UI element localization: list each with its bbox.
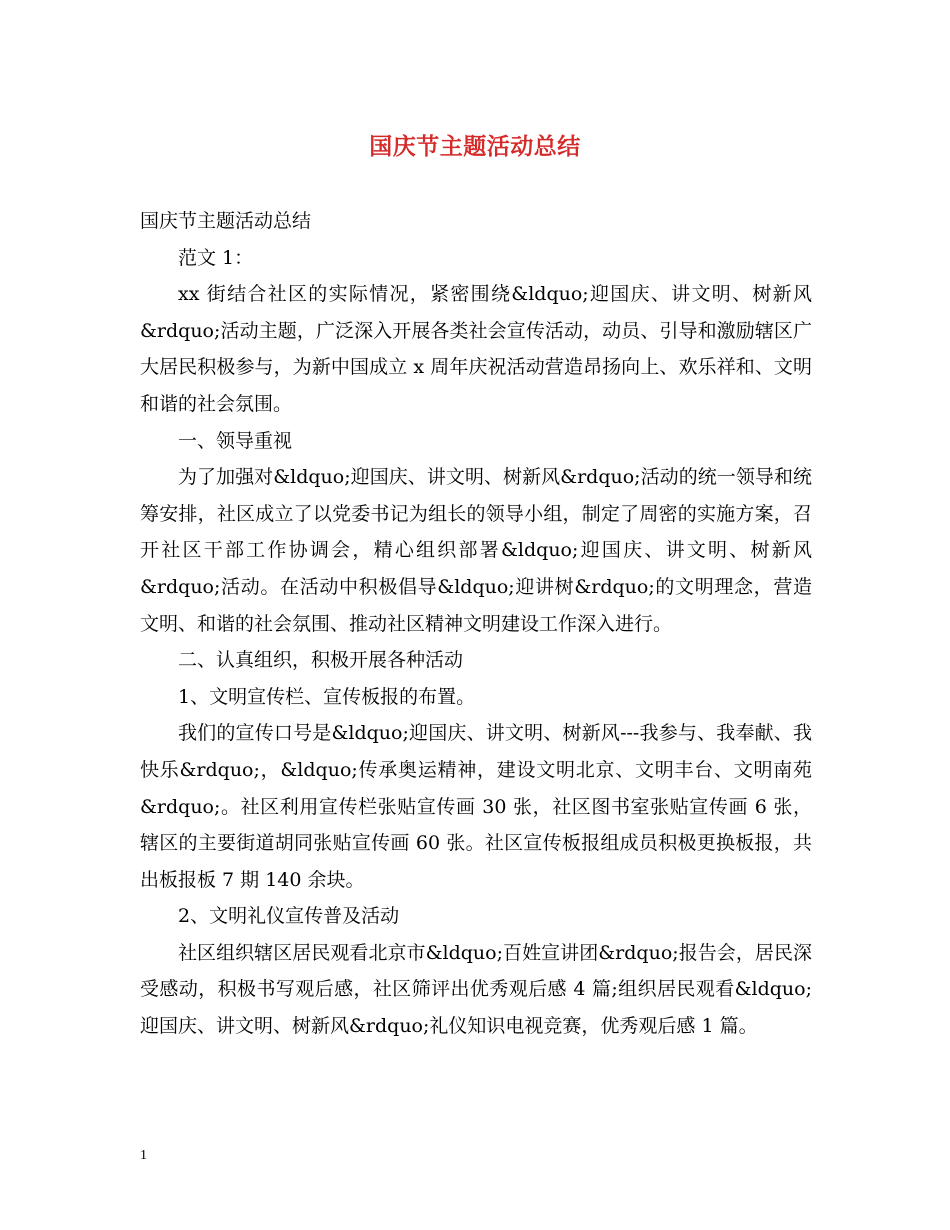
subsection-heading: 2、文明礼仪宣传普及活动	[178, 905, 400, 928]
page-number: 1	[140, 1148, 147, 1163]
paragraph: 范文 1：	[178, 246, 254, 269]
paragraph: 国庆节主题活动总结	[140, 210, 312, 232]
subsection-heading: 1、文明宣传栏、宣传板报的布置。	[178, 685, 476, 708]
section-heading: 一、领导重视	[178, 429, 293, 452]
section-heading: 二、认真组织，积极开展各种活动	[178, 649, 464, 672]
paragraph: 我们的宣传口号是&ldquo;迎国庆、讲文明、树新风---我参与、我奉献、我快乐&rdquo;，&ldquo;传承奥运精神，建设文明北京、文明丰台、文明南苑&rdquo;。社区利用宣传栏张贴宣传画 30 张，社区图书室张贴宣传画 6 张，辖区的主要街道胡同张贴宣传画 60 张。社区宣传板报组成员积极更换板报，共出板报板 7 期 140 余块。	[140, 722, 812, 891]
paragraph: xx 街结合社区的实际情况，紧密围绕&ldquo;迎国庆、讲文明、树新风&rdquo;活动主题，广泛深入开展各类社会宣传活动，动员、引导和激励辖区广大居民积极参与，为新中国成立 x 周年庆祝活动营造昂扬向上、欢乐祥和、文明和谐的社会氛围。	[140, 283, 812, 415]
paragraph: 社区组织辖区居民观看北京市&ldquo;百姓宣讲团&rdquo;报告会，居民深受感动，积极书写观后感，社区筛评出优秀观后感 4 篇;组织居民观看&ldquo;迎国庆、讲文明、树新风&rdquo;礼仪知识电视竞赛，优秀观后感 1 篇。	[140, 941, 812, 1038]
document-body	[140, 203, 812, 1045]
paragraph: 为了加强对&ldquo;迎国庆、讲文明、树新风&rdquo;活动的统一领导和统筹安排，社区成立了以党委书记为组长的领导小组，制定了周密的实施方案，召开社区干部工作协调会，精心组织部署&ldquo;迎国庆、讲文明、树新风&rdquo;活动。在活动中积极倡导&ldquo;迎讲树&rdquo;的文明理念，营造文明、和谐的社会氛围、推动社区精神文明建设工作深入进行。	[140, 466, 812, 635]
document-title: 国庆节主题活动总结	[369, 133, 581, 160]
